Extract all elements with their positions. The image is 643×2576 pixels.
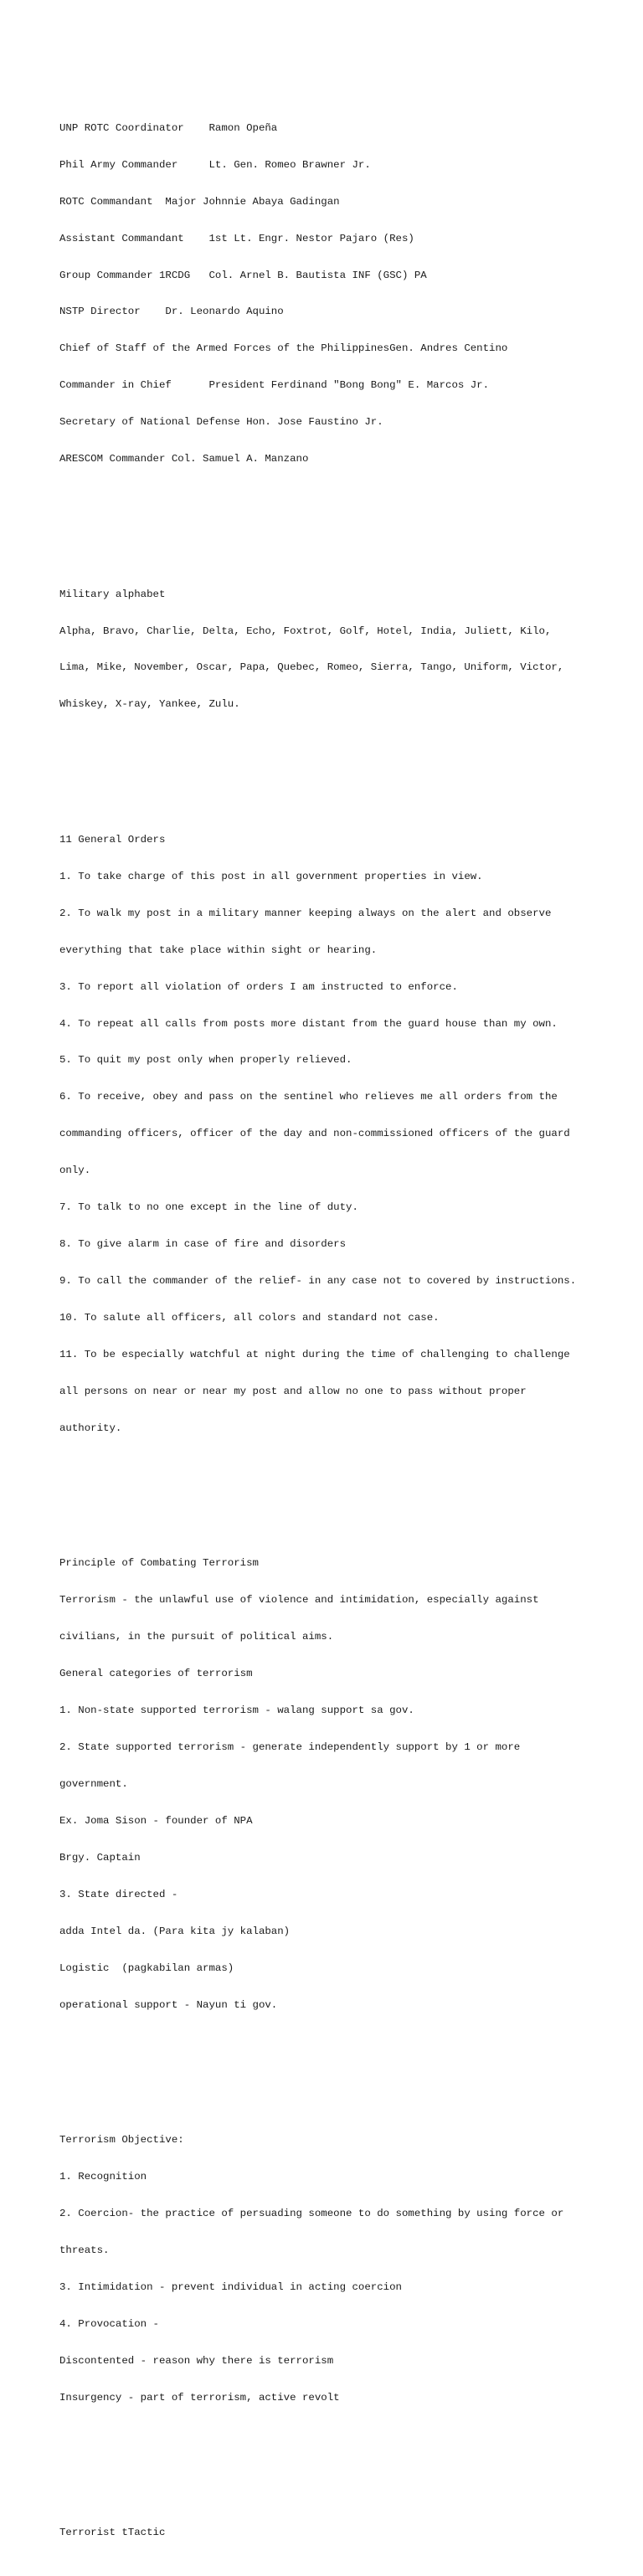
- text-line: General categories of terrorism: [59, 1668, 253, 1680]
- text-line: 1. Recognition: [59, 2171, 147, 2183]
- text-line: government.: [59, 1778, 128, 1791]
- official-line: NSTP Director Dr. Leonardo Aquino: [59, 306, 284, 318]
- text-line: 8. To give alarm in case of fire and disorders: [59, 1238, 347, 1251]
- text-line: Whiskey, X-ray, Yankee, Zulu.: [59, 698, 240, 711]
- official-line: Commander in Chief President Ferdinand "Bong Bong" E. Marcos Jr.: [59, 379, 490, 392]
- text-line: 3. State directed -: [59, 1889, 178, 1901]
- text-line: Ex. Joma Sison - founder of NPA: [59, 1815, 253, 1828]
- blank-line: [59, 2060, 576, 2073]
- official-line: Phil Army Commander Lt. Gen. Romeo Brawner Jr.: [59, 158, 371, 171]
- text-line: 2. Coercion- the practice of persuading someone to do something by using force or: [59, 2208, 564, 2220]
- text-line: everything that take place within sight or hearing.: [59, 944, 378, 956]
- official-line: Secretary of National Defense Hon. Jose Faustino Jr.: [59, 416, 383, 429]
- text-line: civilians, in the pursuit of political aims.: [59, 1631, 334, 1643]
- section-heading: Principle of Combating Terrorism: [59, 1557, 259, 1570]
- document-page: [59, 73, 576, 2576]
- text-line: 7. To talk to no one except in the line of duty.: [59, 1201, 358, 1214]
- text-line: 4. To repeat all calls from posts more distant from the guard house than my own.: [59, 1017, 558, 1030]
- text-line: Alpha, Bravo, Charlie, Delta, Echo, Foxtrot, Golf, Hotel, India, Juliett, Kilo,: [59, 625, 552, 637]
- text-line: 2. State supported terrorism - generate independently support by 1 or more: [59, 1741, 521, 1754]
- general-orders-section: [59, 809, 576, 1459]
- section-heading: Military alphabet: [59, 588, 166, 600]
- text-line: 3. Intimidation - prevent individual in acting coercion: [59, 2281, 402, 2294]
- section-heading: Terrorist tTactic: [59, 2527, 166, 2539]
- text-line: 6. To receive, obey and pass on the sentinel who relieves me all orders from the: [59, 1091, 558, 1103]
- text-line: 10. To salute all officers, all colors and standard not case.: [59, 1312, 440, 1324]
- official-line: Assistant Commandant 1st Lt. Engr. Nestor Pajaro (Res): [59, 232, 414, 244]
- officials-list: [59, 97, 576, 490]
- blank-line: [59, 1483, 576, 1496]
- text-line: all persons on near or near my post and allow no one to pass without proper: [59, 1386, 527, 1398]
- text-line: 4. Provocation -: [59, 2318, 159, 2331]
- official-line: UNP ROTC Coordinator Ramon Opeña: [59, 121, 278, 134]
- alphabet-section: [59, 563, 576, 735]
- section-heading: Terrorism Objective:: [59, 2134, 184, 2147]
- text-line: 9. To call the commander of the relief- in any case not to covered by instructions.: [59, 1275, 577, 1288]
- text-line: Terrorism - the unlawful use of violence and intimidation, especially against: [59, 1594, 539, 1607]
- text-line: operational support - Nayun ti gov.: [59, 1998, 278, 2011]
- blank-line: [59, 760, 576, 773]
- text-line: threats.: [59, 2244, 110, 2257]
- section-heading: 11 General Orders: [59, 833, 166, 846]
- official-line: ROTC Commandant Major Johnnie Abaya Gadingan: [59, 195, 340, 208]
- terrorism-objective-section: [59, 2110, 576, 2429]
- text-line: 11. To be especially watchful at night during the time of challenging to challenge: [59, 1349, 570, 1361]
- text-line: Logistic (pagkabilan armas): [59, 1962, 234, 1975]
- text-line: 3. To report all violation of orders I am instructed to enforce.: [59, 980, 458, 993]
- text-line: 5. To quit my post only when properly relieved.: [59, 1054, 352, 1067]
- official-line: ARESCOM Commander Col. Samuel A. Manzano: [59, 453, 309, 465]
- blank-line: [59, 515, 576, 527]
- text-line: Insurgency - part of terrorism, active revolt: [59, 2391, 340, 2404]
- text-line: only.: [59, 1165, 91, 1177]
- text-line: adda Intel da. (Para kita jy kalaban): [59, 1926, 291, 1938]
- text-line: 1. To take charge of this post in all government properties in view.: [59, 870, 483, 882]
- terrorism-principle-section: [59, 1533, 576, 2036]
- official-line: Chief of Staff of the Armed Forces of the PhilippinesGen. Andres Centino: [59, 342, 508, 355]
- text-line: authority.: [59, 1422, 122, 1435]
- terrorist-tactic-section: [59, 2502, 576, 2563]
- text-line: Brgy. Captain: [59, 1852, 141, 1864]
- text-line: Lima, Mike, November, Oscar, Papa, Quebec, Romeo, Sierra, Tango, Uniform, Victor,: [59, 661, 564, 674]
- official-line: Group Commander 1RCDG Col. Arnel B. Bautista INF (GSC) PA: [59, 269, 427, 281]
- text-line: commanding officers, officer of the day and non-commissioned officers of the guard: [59, 1128, 570, 1140]
- text-line: 2. To walk my post in a military manner keeping always on the alert and observe: [59, 907, 552, 919]
- text-line: 1. Non-state supported terrorism - walang support sa gov.: [59, 1704, 414, 1717]
- text-line: Discontented - reason why there is terrorism: [59, 2355, 334, 2367]
- blank-line: [59, 2453, 576, 2465]
